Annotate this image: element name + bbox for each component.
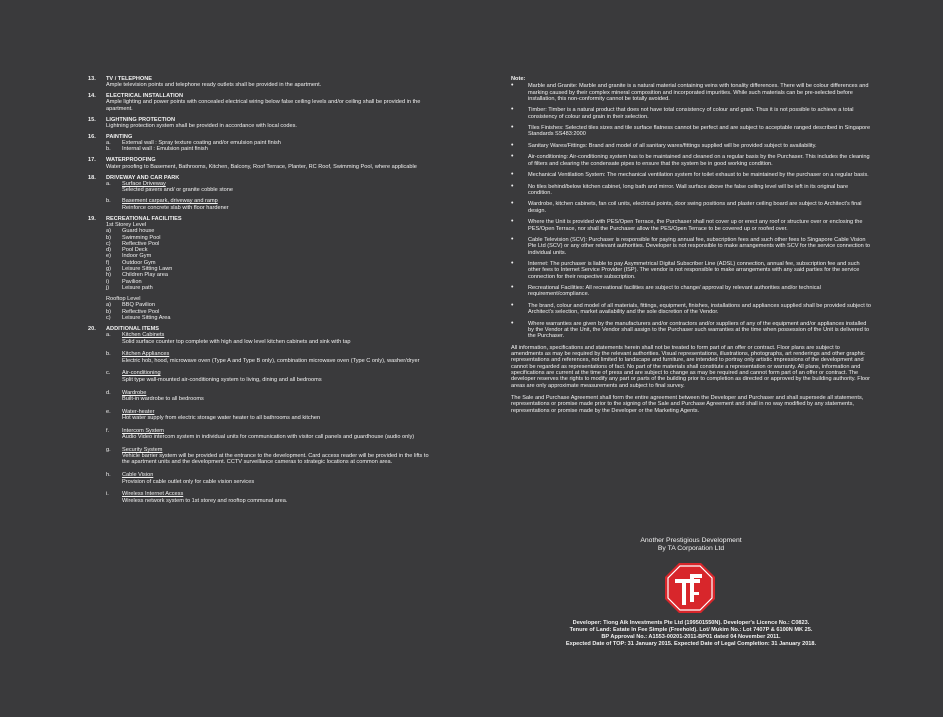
note-item: [511, 219, 871, 232]
note-text: Mechanical Ventilation System: The mechanical ventilation system for toilet exhaust to be maintained by the purchaser on a regular basis.: [528, 172, 869, 179]
item-letter: f.: [106, 427, 110, 434]
item-letter: j): [106, 284, 110, 291]
item-text: Pavilion: [122, 278, 142, 285]
note-text: Marble and Granite: Marble and granite is a natural material containing veins with tonality differences. There will be colour differences and marking caused by their complex mineral composition and incorporated impurities. While such materials can be pre-selected before installation, this non-conformity cannot be totally avoided.: [528, 83, 869, 102]
bullet-icon: •: [511, 82, 514, 90]
item-letter: i): [106, 278, 110, 285]
developer-line: Developer: Tiong Aik Investments Pte Ltd (199501550N). Developer's Licence No.: C0823.: [572, 620, 810, 626]
section-number: 19.: [88, 215, 96, 222]
item-heading: Security System: [122, 446, 163, 453]
brand-line-2: By TA Corporation Ltd: [657, 545, 725, 552]
spec-section: [88, 134, 433, 153]
spec-section: [88, 117, 433, 130]
item-letter: a.: [106, 332, 111, 339]
spec-section: [88, 76, 433, 89]
note-text: Where warranties are given by the manufacturers and/or contractors and/or suppliers of any of the equipment and/or appliances installed by the Vendor at the Unit, the Vendor shall assign to the Purchaser such warranties at the time when possession of the Unit is delivered to the Purchaser.: [528, 320, 870, 340]
note-text: Cable Television (SCV): Purchaser is responsible for paying annual fee, subscription fees and such other fees to Singapore Cable Vision Pte Ltd (SCV) or any other relevant authorities. Developer is not responsible to make arrangements with SCV for the service connection to individual units.: [528, 237, 871, 256]
list-item: [106, 332, 433, 345]
item-heading: Kitchen Cabinets: [122, 332, 165, 339]
note-text: Timber: Timber is a natural product that does not have total consistency of colour and grain. Thus it is not possible to achieve a total consistency of colour and grain in their selection.: [528, 107, 854, 120]
agreement-text: The Sale and Purchase Agreement shall form the entire agreement between the Developer and Purchaser and shall supersede all statements, representations or promise made prior to the signing of the Sale and Purchase Agreement and shall in no way modified by any statements, representations or promise made by the Developer or the Marketing Agents.: [511, 394, 864, 414]
note-item: [511, 143, 871, 149]
item-text: Built-in wardrobe to all bedrooms: [122, 395, 204, 402]
note-text: The brand, colour and model of all materials, fittings, equipment, finishes, installations and appliances supplied shall be provided subject to Architect's selection, market availability and the sole discretion of the Vendor.: [528, 302, 871, 316]
item-letter: b.: [106, 198, 111, 205]
notes-title: Note:: [511, 76, 526, 82]
note-text: Tiles Finishes: Selected tiles sizes and tile surface flatness cannot be perfect and are subject to acceptable ranged described in Singapore Standards SS483:2000: [528, 125, 871, 138]
item-text: Leisure Sitting Area: [122, 315, 171, 322]
section-number: 14.: [88, 93, 96, 100]
section-title: TV / TELEPHONE: [106, 76, 152, 82]
item-letter: g): [106, 265, 111, 272]
section-number: 15.: [88, 116, 96, 123]
list-item: [106, 146, 433, 152]
item-heading: Basement carpark, driveway and ramp: [122, 198, 218, 205]
note-item: [511, 285, 871, 298]
developer-line: BP Approval No.: A1553-00201-2011-BP01 dated 04 November 2011.: [601, 634, 781, 640]
item-letter: d): [106, 247, 111, 254]
note-item: [511, 125, 871, 138]
list-item: [106, 390, 433, 403]
section-number: 16.: [88, 133, 96, 140]
item-heading: Intercom System: [122, 427, 164, 434]
item-heading: Surface Driveway: [122, 180, 166, 187]
spec-section: [88, 326, 433, 504]
section-title: DRIVEWAY AND CAR PARK: [106, 174, 180, 181]
list-item: [106, 198, 433, 211]
item-text: Hot water supply from electric storage water heater to all bathrooms and kitchen: [122, 414, 321, 421]
note-item: [511, 261, 871, 280]
spec-section: [88, 216, 433, 322]
item-text: Wireless network system to 1st storey and rooftop communal area.: [122, 497, 288, 504]
item-text: Leisure path: [122, 284, 153, 291]
list-item: [106, 447, 433, 466]
item-heading: Water-heater: [122, 408, 155, 415]
list-item: [106, 491, 433, 504]
brand-block: [511, 537, 871, 553]
list-item: [106, 409, 433, 422]
item-letter: a.: [106, 180, 111, 187]
list-item: [106, 351, 433, 364]
note-item: [511, 201, 871, 214]
spec-section: [88, 157, 433, 170]
item-heading: Cable Vision: [122, 472, 154, 479]
note-item: [511, 107, 871, 120]
item-text: Pool Deck: [122, 247, 148, 254]
developer-line: Tenure of Land: Estate In Fee Simple (Freehold). Lot/ Mukim No.: Lot 7407P & 6100N MK 25.: [569, 627, 813, 633]
item-text: Reflective Pool: [122, 308, 160, 315]
note-text: No tiles behind/below kitchen cabinet, long bath and mirror. Wall surface above the false ceiling level will be left in its original bare condition.: [528, 183, 849, 196]
section-number: 20.: [88, 325, 96, 332]
item-text: Split type wall-mounted air-conditioning system to living, dining and all bedrooms: [122, 376, 322, 383]
note-text: Where the Unit is provided with PES/Open Terrace, the Purchaser shall not cover up or erect any roof or structure over or enclosing the PES/Open Terrace, nor shall the Purchaser allow the PES/Open Terrace to be covered up or roofed over.: [528, 219, 863, 232]
item-text: Swimming Pool: [122, 234, 161, 241]
item-letter: a): [106, 302, 111, 309]
item-letter: a): [106, 228, 111, 235]
developer-line: Expected Date of TOP: 31 January 2015. Expected Date of Legal Completion: 31 January 2018.: [565, 641, 817, 647]
item-letter: e): [106, 253, 111, 260]
section-number: 13.: [88, 76, 96, 82]
item-text: Leisure Sitting Lawn: [122, 265, 173, 272]
spec-section: [88, 93, 433, 112]
note-text: Recreational Facilities: All recreational facilities are subject to change/ approval by relevant authorities and/or technical requirement/compliance.: [528, 285, 821, 298]
bullet-icon: •: [511, 319, 514, 327]
item-letter: b.: [106, 146, 111, 153]
item-letter: c.: [106, 370, 111, 377]
note-text: Air-conditioning: Air-conditioning system has to be maintained and cleaned on a regular basis by the Purchaser. This includes the cleaning of filters and clearing the condensate pipes to ensure that the system be in good working condition.: [528, 154, 870, 167]
list-item: [106, 428, 433, 441]
item-letter: d.: [106, 389, 111, 396]
section-text: Ample television points and telephone ready outlets shall be provided in the apartment.: [106, 82, 322, 89]
section-title: ADDITIONAL ITEMS: [106, 325, 160, 332]
note-item: [511, 237, 871, 256]
section-title: ELECTRICAL INSTALLATION: [106, 93, 184, 100]
bullet-icon: •: [511, 141, 514, 149]
level-heading: 1st Storey Level: [106, 221, 147, 228]
item-letter: e.: [106, 408, 111, 415]
ta-corporation-logo-icon: [664, 562, 716, 614]
item-letter: c): [106, 240, 111, 247]
section-number: 17.: [88, 157, 96, 164]
item-text: Children Play area: [122, 272, 169, 279]
bullet-icon: •: [511, 124, 514, 132]
bullet-icon: •: [511, 260, 514, 268]
bullet-icon: •: [511, 218, 514, 226]
section-text: Ample lighting and power points with concealed electrical wiring below false ceiling levels and/or ceiling shall be provided in the apartment.: [106, 99, 421, 112]
section-title: WATERPROOFING: [106, 157, 156, 164]
spec-section: [88, 175, 433, 211]
item-text: Selected pavers and/ or granite cobble stone: [122, 187, 234, 194]
item-letter: b): [106, 308, 111, 315]
developer-info: [511, 620, 871, 648]
bullet-icon: •: [511, 182, 514, 190]
section-title: PAINTING: [106, 133, 133, 140]
section-text: Lightning protection system shall be provided in accordance with local codes.: [106, 122, 297, 129]
item-heading: Kitchen Appliances: [122, 351, 170, 358]
item-heading: Wardrobe: [122, 389, 147, 396]
bullet-icon: •: [511, 301, 514, 309]
item-heading: Air-conditioning: [122, 370, 161, 377]
bullet-icon: •: [511, 153, 514, 161]
item-text: Reflective Pool: [122, 240, 160, 247]
item-text: Electric hob, hood, microwave oven (Type A and Type B only), combination microwave oven (Type C only), washer/dryer: [122, 357, 420, 364]
note-item: [511, 154, 871, 167]
item-letter: g.: [106, 446, 111, 453]
section-text: Water proofing to Basement, Bathrooms, Kitchen, Balcony, Roof Terrace, Planter, RC Roof, Swimming Pool, where applicable: [106, 163, 417, 170]
item-letter: b.: [106, 351, 111, 358]
item-text: Vehicle barrier system will be provided at the entrance to the development. Card access reader will be provided in the lifts to the apartment units and the development. CCTV surveillance cameras to strategic locations at common area.: [122, 453, 429, 466]
item-text: Reinforce concrete slab with floor hardener: [122, 204, 229, 211]
section-number: 18.: [88, 174, 96, 181]
level-heading: Rooftop Level: [106, 296, 141, 303]
specifications-column: [88, 76, 433, 508]
section-title: LIGHTNING PROTECTION: [106, 116, 175, 123]
bullet-icon: •: [511, 236, 514, 244]
item-letter: h): [106, 272, 111, 279]
section-title: RECREATIONAL FACILITIES: [106, 215, 182, 222]
list-item: [106, 181, 433, 194]
note-item: [511, 303, 871, 316]
note-text: Internet: The purchaser is liable to pay Asymmetrical Digital Subscriber Line (ADSL) connection, annual fee, subscription fee and such other fees to Internet Service Provider (ISP). The vendor is not responsible to make arrangements with any said parties for the service connection for their respective subscription.: [528, 261, 860, 280]
item-text: Audio Video intercom system in individual units for communication with visitor call panels and guardhouse (audio only): [122, 434, 415, 441]
bullet-icon: •: [511, 106, 514, 114]
bullet-icon: •: [511, 200, 514, 208]
note-text: Sanitary Wares/Fittings: Brand and model of all sanitary wares/fittings supplied will be provided subject to availability.: [528, 142, 817, 149]
disclaimer-text: All information, specifications and statements herein shall not be treated to form part of an offer or contract. Floor plans are subject to amendments as may be required by the relevant authorities. Visual representations, illustrations, photographs, art renderings and other graphic representations and references, not limited to landscape and furniture, are intended to portray only artistic impressions of the development and cannot be regarded as representations of fact. No part of the materials shall constitute a representation or warranty. All plans, information and specifications are current at the time of press and are subject to change as may be required and cannot form part of an offer or contract. The developer reserves the rights to modify any part or parts of the building prior to completion as directed or approved by the building authority. Floor areas are only approximate measurements and subject to final survey.: [511, 344, 871, 389]
bullet-icon: •: [511, 171, 514, 179]
item-text: Indoor Gym: [122, 253, 152, 260]
item-letter: a.: [106, 140, 111, 147]
note-item: [511, 321, 871, 340]
note-text: Wardrobe, kitchen cabinets, fan coil units, electrical points, door swing positions and plaster ceiling board are subject to Architect's final design.: [528, 201, 862, 214]
bullet-icon: •: [511, 284, 514, 292]
facility-item: [106, 315, 433, 321]
brand-line-1: Another Prestigious Development: [640, 537, 742, 544]
item-text: Solid surface counter top complete with high and low level kitchen cabinets and sink with tap: [122, 338, 351, 345]
list-item: [106, 370, 433, 383]
item-text: External wall : Spray texture coating and/or emulsion paint finish: [122, 140, 281, 147]
notes-column: [511, 76, 871, 420]
note-item: [511, 83, 871, 102]
item-text: Provision of cable outlet only for cable vision services: [122, 478, 255, 485]
note-item: [511, 184, 871, 197]
note-item: [511, 172, 871, 178]
item-text: Guard house: [122, 228, 155, 235]
item-text: BBQ Pavilion: [122, 302, 155, 309]
item-heading: Wireless Internet Access: [122, 491, 184, 498]
item-letter: h.: [106, 472, 111, 479]
item-letter: i.: [106, 491, 109, 498]
list-item: [106, 472, 433, 485]
item-text: Internal wall : Emulsion paint finish: [122, 146, 208, 153]
item-text: Outdoor Gym: [122, 259, 156, 266]
item-letter: f): [106, 259, 110, 266]
item-letter: b): [106, 234, 111, 241]
item-letter: c): [106, 315, 111, 322]
